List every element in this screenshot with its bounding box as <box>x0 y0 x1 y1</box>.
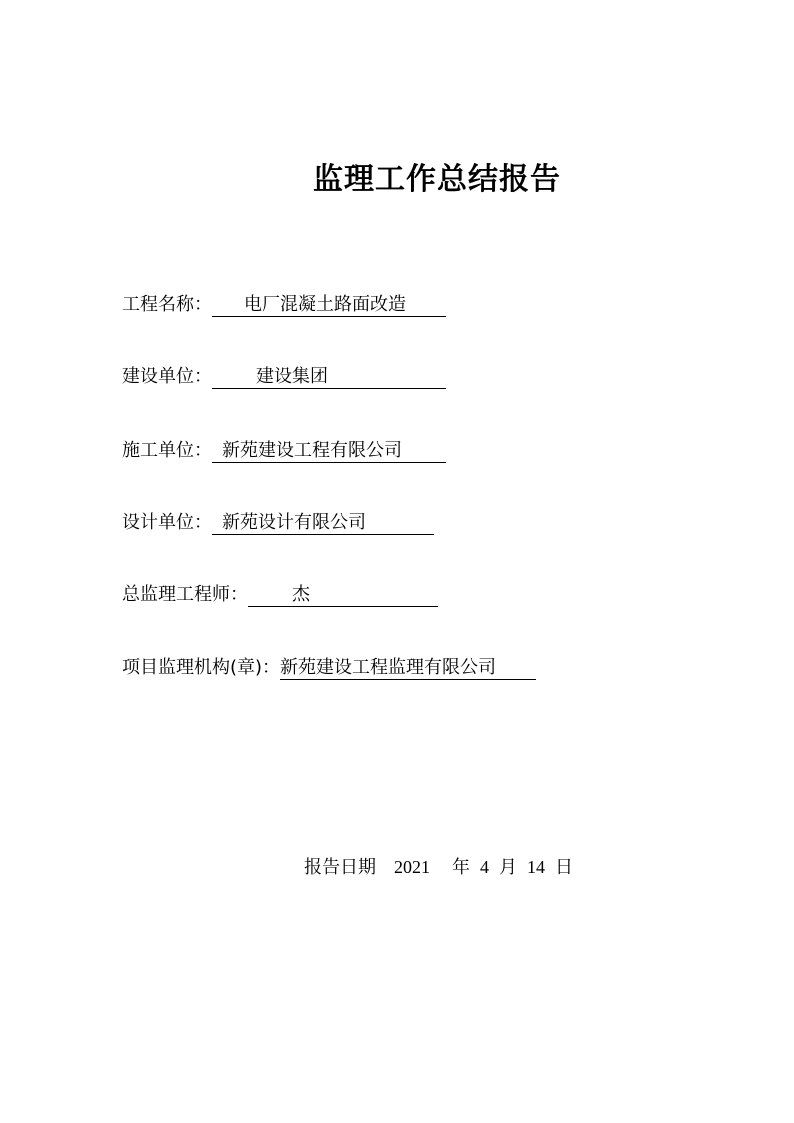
report-date-day: 14 <box>527 857 545 877</box>
field-project-name <box>122 292 446 318</box>
report-date-month-unit: 月 <box>499 857 517 878</box>
report-date-label: 报告日期 <box>304 857 376 878</box>
field-label: 总监理工程师： <box>122 584 248 605</box>
field-label: 建设单位： <box>122 366 212 387</box>
report-date-year: 2021 <box>394 857 430 877</box>
field-value-underline <box>280 655 536 680</box>
field-value: 杰 <box>292 584 310 605</box>
field-value: 新苑设计有限公司 <box>222 512 366 533</box>
field-value-underline <box>212 364 446 389</box>
field-chief-supervisor <box>122 582 438 608</box>
report-date <box>304 854 573 881</box>
report-date-month: 4 <box>480 857 489 877</box>
field-construction-unit <box>122 364 446 390</box>
field-label: 设计单位： <box>122 512 212 533</box>
field-contractor <box>122 438 446 464</box>
field-value: 电厂混凝土路面改造 <box>244 294 406 315</box>
field-value-underline <box>212 438 446 463</box>
field-value-underline <box>212 510 434 535</box>
report-date-day-unit: 日 <box>555 857 573 878</box>
field-value-underline <box>248 582 438 607</box>
field-value: 建设集团 <box>256 366 328 387</box>
field-value: 新苑建设工程监理有限公司 <box>280 657 497 678</box>
field-label: 工程名称： <box>122 294 212 315</box>
field-label: 项目监理机构(章)： <box>122 657 281 678</box>
document-title: 监理工作总结报告 <box>313 162 561 197</box>
field-value-underline <box>212 292 446 317</box>
field-design-unit <box>122 510 434 536</box>
field-value: 新苑建设工程有限公司 <box>222 440 402 461</box>
report-date-year-unit: 年 <box>452 857 470 878</box>
field-supervision-agency <box>122 655 536 681</box>
field-label: 施工单位： <box>122 440 212 461</box>
